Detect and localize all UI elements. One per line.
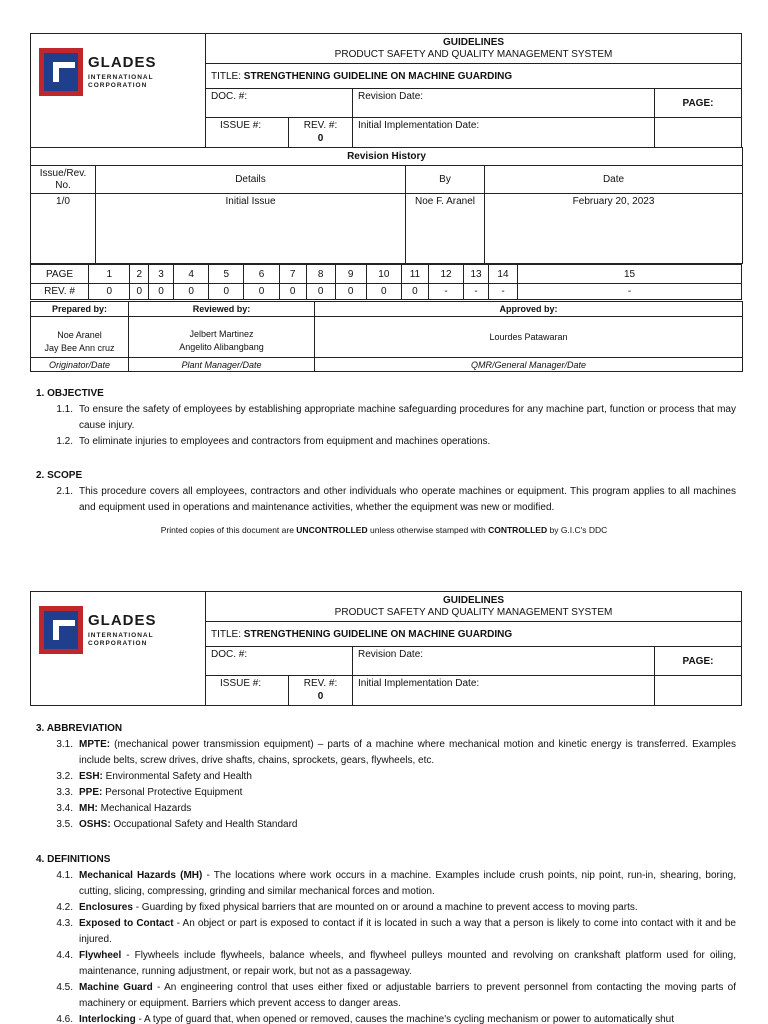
- abbreviation-title: 3. ABBREVIATION: [36, 723, 123, 734]
- item-text: Mechanical Hazards (MH) - The locations where work occurs in a machine. Examples include crush points, nip point, run-in, shearing, boring, cutting, slicing, compressing, grinding and similar mechanical forces and motion.: [79, 870, 736, 897]
- company-logo: [31, 34, 205, 96]
- list-item: [36, 402, 736, 434]
- logo-sub2: CORPORATION: [88, 640, 148, 647]
- item-term: ESH:: [79, 771, 103, 782]
- uncontrolled-notice: Printed copies of this document are UNCONTROLLED unless otherwise stamped with CONTROLLED by G.I.C's DDC: [160, 525, 608, 535]
- objective-section: [36, 386, 736, 450]
- rev-number-cell: 0: [89, 284, 130, 300]
- rev-number-cell: 0: [279, 284, 306, 300]
- rev-number-cell: -: [518, 284, 742, 300]
- list-item: [36, 916, 736, 948]
- item-term: MH:: [79, 803, 98, 814]
- item-number: 4.1.: [56, 870, 73, 881]
- reviewed-label: Reviewed by:: [129, 302, 315, 317]
- logo-sub1: INTERNATIONAL: [88, 74, 154, 81]
- header-system: PRODUCT SAFETY AND QUALITY MANAGEMENT SYSTEM: [334, 606, 613, 618]
- company-logo-2: [31, 592, 205, 654]
- rev-number-cell: 0: [130, 284, 149, 300]
- item-text: This procedure covers all employees, contractors and other individuals who operate machines or equipment. This program applies to all machines and equipment used in operations and maintenance activities, whether the equipment was new or modified.: [79, 486, 736, 513]
- header-guidelines: GUIDELINES: [442, 36, 505, 48]
- doc-number-label: DOC. #:: [206, 89, 353, 118]
- rev-value: 0: [317, 691, 324, 702]
- item-number: 3.1.: [56, 739, 73, 750]
- item-term: Exposed to Contact: [79, 918, 174, 929]
- scope-section: [36, 468, 736, 516]
- list-item: [36, 1012, 736, 1024]
- item-text: MPTE: (mechanical power transmission equipment) – parts of a machine where mechanical motion and kinetic energy is transferred. Examples include belts, screw drives, drive shafts, chains, sprockets, gears, flywheels, etc.: [79, 739, 736, 766]
- rev-label: REV. #:: [303, 678, 338, 689]
- col-date: Date: [485, 166, 743, 194]
- item-text: OSHS: Occupational Safety and Health Standard: [79, 819, 298, 830]
- title-row: TITLE: STRENGTHENING GUIDELINE ON MACHINE GUARDING: [206, 64, 742, 89]
- item-text: PPE: Personal Protective Equipment: [79, 787, 243, 798]
- item-text: To eliminate injuries to employees and contractors from equipment and machines operations.: [79, 436, 491, 447]
- prepared-label: Prepared by:: [31, 302, 129, 317]
- reviewed-name-2: Angelito Alibangbang: [179, 342, 264, 352]
- doc-number-label: DOC. #:: [206, 647, 353, 676]
- rev-number-cell: 0: [335, 284, 366, 300]
- page-number-cell: 2: [130, 265, 149, 284]
- revision-history-table: [30, 147, 743, 264]
- rev-value: 0: [317, 133, 324, 144]
- scope-title: 2. SCOPE: [36, 470, 83, 481]
- item-term: Machine Guard: [79, 982, 153, 993]
- item-number: 3.5.: [56, 819, 73, 830]
- page-number-cell: 10: [366, 265, 401, 284]
- title-row: TITLE: STRENGTHENING GUIDELINE ON MACHINE GUARDING: [206, 622, 742, 647]
- rev-number-cell: 0: [244, 284, 279, 300]
- item-term: PPE:: [79, 787, 103, 798]
- document-header-page2: [30, 591, 742, 706]
- revision-date-label: Revision Date:: [353, 647, 655, 676]
- list-item: [36, 980, 736, 1012]
- page-label: PAGE:: [655, 647, 742, 676]
- prepared-name-2: Jay Bee Ann cruz: [44, 343, 115, 353]
- list-item: [36, 484, 736, 516]
- list-item: [36, 434, 736, 450]
- page-number-cell: 13: [464, 265, 489, 284]
- rev-number-cell: -: [428, 284, 463, 300]
- item-number: 4.4.: [56, 950, 73, 961]
- rev-number-cell: 0: [366, 284, 401, 300]
- list-item: [36, 737, 736, 769]
- list-item: [36, 817, 736, 833]
- item-text: Machine Guard - An engineering control that uses either fixed or adjustable barriers to prevent personnel from contacting the moving parts of machinery or equipment. Barriers which prevent access to danger areas.: [79, 982, 736, 1009]
- item-term: Flywheel: [79, 950, 122, 961]
- list-item: [36, 900, 736, 916]
- item-number: 4.2.: [56, 902, 73, 913]
- rev-row-label: REV. #: [31, 284, 89, 300]
- col-by: By: [406, 166, 485, 194]
- rev-number-cell: 0: [306, 284, 335, 300]
- doc-title: STRENGTHENING GUIDELINE ON MACHINE GUARDING: [243, 628, 513, 640]
- page-number-cell: 6: [244, 265, 279, 284]
- item-number: 1.2.: [56, 436, 73, 447]
- item-number: 4.3.: [56, 918, 73, 929]
- signature-table: [30, 301, 743, 372]
- item-number: 4.5.: [56, 982, 73, 993]
- rev-number-cell: -: [464, 284, 489, 300]
- rev-number-cell: 0: [149, 284, 174, 300]
- originator-label: Originator/Date: [31, 358, 129, 372]
- item-term: Enclosures: [79, 902, 133, 913]
- item-number: 2.1.: [56, 486, 73, 497]
- page-number-cell: 15: [518, 265, 742, 284]
- page-number-cell: 8: [306, 265, 335, 284]
- row-issue: 1/0: [31, 194, 96, 264]
- list-item: [36, 785, 736, 801]
- approved-label: Approved by:: [315, 302, 743, 317]
- header-system: PRODUCT SAFETY AND QUALITY MANAGEMENT SYSTEM: [334, 48, 613, 60]
- page-number-cell: 12: [428, 265, 463, 284]
- page-number-cell: 11: [401, 265, 428, 284]
- objective-title: 1. OBJECTIVE: [36, 388, 104, 399]
- list-item: [36, 868, 736, 900]
- rev-number-cell: -: [488, 284, 517, 300]
- logo-sub1: INTERNATIONAL: [88, 632, 154, 639]
- revision-history-title: Revision History: [31, 148, 743, 166]
- page-number-cell: 9: [335, 265, 366, 284]
- row-by: Noe F. Aranel: [406, 194, 485, 264]
- issue-label: ISSUE #:: [220, 678, 262, 689]
- col-details: Details: [96, 166, 406, 194]
- list-item: [36, 801, 736, 817]
- list-item: [36, 769, 736, 785]
- page-number-cell: 3: [149, 265, 174, 284]
- col-issue: Issue/Rev. No.: [31, 166, 96, 194]
- item-term: MPTE:: [79, 739, 111, 750]
- item-number: 1.1.: [56, 404, 73, 415]
- logo-sub2: CORPORATION: [88, 82, 148, 89]
- page-rev-table: [30, 264, 742, 300]
- row-date: February 20, 2023: [485, 194, 743, 264]
- item-term: OSHS:: [79, 819, 111, 830]
- item-text: ESH: Environmental Safety and Health: [79, 771, 252, 782]
- abbreviation-section: [36, 721, 736, 833]
- page-number-cell: 1: [89, 265, 130, 284]
- reviewed-name-1: Jelbert Martinez: [189, 329, 254, 339]
- prepared-name-1: Noe Aranel: [57, 330, 102, 340]
- item-text: Enclosures - Guarding by fixed physical barriers that are mounted on or around a machine to prevent access to moving parts.: [79, 902, 638, 913]
- approved-name: Lourdes Patawaran: [315, 317, 743, 358]
- item-number: 3.4.: [56, 803, 73, 814]
- glades-logo-icon: [39, 48, 83, 96]
- list-item: [36, 948, 736, 980]
- rev-number-cell: 0: [173, 284, 208, 300]
- item-term: Interlocking: [79, 1014, 136, 1024]
- page-number-cell: 5: [209, 265, 244, 284]
- item-text: Flywheel - Flywheels include flywheels, balance wheels, and flywheel pulleys mounted and revolving on crankshaft platform used for oiling, maintenance, running adjustment, or repair work, but not as a passageway.: [79, 950, 736, 977]
- page-row-label: PAGE: [31, 265, 89, 284]
- item-number: 3.2.: [56, 771, 73, 782]
- implementation-date-label: Initial Implementation Date:: [353, 118, 655, 148]
- qmr-label: QMR/General Manager/Date: [315, 358, 743, 372]
- item-number: 3.3.: [56, 787, 73, 798]
- item-text: Interlocking - A type of guard that, when opened or removed, causes the machine's cycling mechanism or power to automatically shut: [79, 1014, 674, 1024]
- item-term: Mechanical Hazards (MH): [79, 870, 203, 881]
- page-number-cell: 4: [173, 265, 208, 284]
- page-number-cell: 14: [488, 265, 517, 284]
- definitions-section: [36, 852, 736, 1024]
- logo-name: GLADES: [88, 612, 157, 629]
- rev-label: REV. #:: [303, 120, 338, 131]
- logo-name: GLADES: [88, 54, 157, 71]
- item-text: MH: Mechanical Hazards: [79, 803, 192, 814]
- logo-cell: [31, 34, 206, 148]
- definitions-title: 4. DEFINITIONS: [36, 854, 111, 865]
- row-details: Initial Issue: [96, 194, 406, 264]
- document-header: [30, 33, 742, 148]
- issue-label: ISSUE #:: [220, 120, 262, 131]
- item-text: Exposed to Contact - An object or part is exposed to contact if it is located in such a way that a person is likely to come into contact with it and be injured.: [79, 918, 736, 945]
- rev-number-cell: 0: [401, 284, 428, 300]
- glades-logo-icon: [39, 606, 83, 654]
- page-number-cell: 7: [279, 265, 306, 284]
- header-guidelines: GUIDELINES: [442, 594, 505, 606]
- doc-title: STRENGTHENING GUIDELINE ON MACHINE GUARDING: [243, 70, 513, 82]
- item-text: To ensure the safety of employees by establishing appropriate machine safeguarding procedures for any machine part, function or process that may cause injury.: [79, 404, 736, 431]
- page-label: PAGE:: [655, 89, 742, 118]
- rev-number-cell: 0: [209, 284, 244, 300]
- revision-date-label: Revision Date:: [353, 89, 655, 118]
- item-number: 4.6.: [56, 1014, 73, 1024]
- implementation-date-label: Initial Implementation Date:: [353, 676, 655, 706]
- plant-manager-label: Plant Manager/Date: [129, 358, 315, 372]
